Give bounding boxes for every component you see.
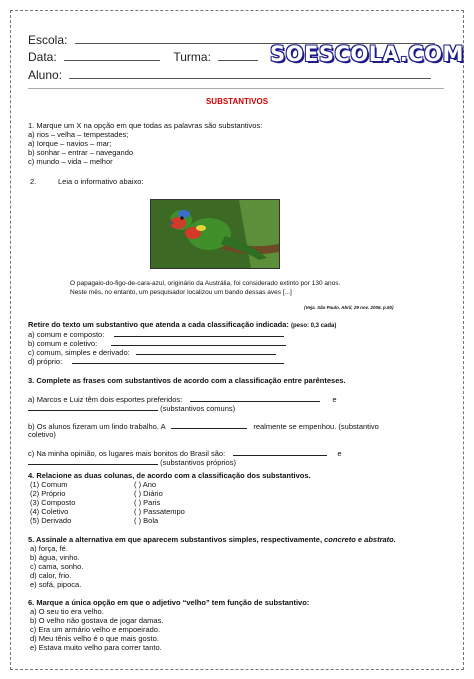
retire-item-a-blank[interactable] [114,329,284,337]
q5-prompt-and: e [357,535,363,544]
site-logo: SOESCOLA.COM [270,42,464,66]
q2-prompt: Leia o informativo abaixo: [58,177,144,186]
q6-option-d[interactable]: d) Meu tênis velho é o que mais gosto. [30,634,159,643]
q3-c-line2 [28,457,236,468]
q6-prompt: 6. Marque a única opção em que o adjetivo “velho” tem função de substantivo: [28,598,310,607]
q3-b-text-start: b) Os alunos fizeram um lindo trabalho. A [28,422,166,431]
parrot-photo [150,199,280,269]
retire-item-a-label: a) comum e composto: [28,330,105,339]
q3-prompt: 3. Complete as frases com substantivos de acordo com a classificação entre parênteses. [28,376,346,385]
retire-item-d-label: d) próprio: [28,357,63,366]
q3-c-and: e [337,449,342,458]
page-title: SUBSTANTIVOS [205,97,269,106]
q3-c-text: c) Na minha opinião, os lugares mais bonitos do Brasil são: [28,449,226,458]
q5-prompt-concreto: concreto [324,535,356,544]
q5-prompt [28,535,396,545]
q3-c-hint: (substantivos próprios) [160,458,236,467]
q6-option-b[interactable]: b) O velho não gostava de jogar damas. [30,616,164,625]
retire-prompt-text: Retire do texto um substantivo que atenda a cada classificação indicada: [28,320,289,329]
q1-option-a2[interactable]: a) Iorque – navios – mar; [28,139,112,148]
q4-right-1[interactable]: ( ) Ano [134,480,157,489]
q4-prompt: 4. Relacione as duas colunas, de acordo com a classificação dos substantivos. [28,471,311,480]
q5-option-e[interactable]: e) sofá, pipoca. [30,580,82,589]
student-blank[interactable] [69,78,431,79]
q2-number: 2. [30,177,37,186]
q5-option-c[interactable]: c) cama, sonho. [30,562,84,571]
q2-caption-line1: O papagaio-do-figo-de-cara-azul, originário da Austrália, foi considerado extinto por 130 anos. [70,280,341,287]
q3-c-blank1[interactable] [233,448,327,456]
q4-left-1: (1) Comum [30,480,68,489]
date-blank[interactable] [64,60,160,61]
q4-right-4[interactable]: ( ) Passatempo [134,507,185,516]
q5-option-a[interactable]: a) força, fé. [30,544,68,553]
class-label: Turma: [173,50,211,64]
q3-b-line2: coletivo) [28,430,56,439]
q5-option-d[interactable]: d) calor, frio. [30,571,72,580]
parrot-illustration [151,200,279,268]
q5-prompt-abstrato: abstrato. [364,535,396,544]
date-class-field [28,50,258,64]
q4-right-3[interactable]: ( ) Paris [134,498,161,507]
q3-a-hint: (substantivos comuns) [160,404,236,413]
q1-prompt: 1. Marque um X na opção em que todas as palavras são substantivos: [28,121,263,130]
q4-left-2: (2) Próprio [30,489,66,498]
retire-item-b-blank[interactable] [111,338,286,346]
q3-a-blank2[interactable] [28,403,158,411]
q6-option-a[interactable]: a) O seu tio era velho. [30,607,104,616]
q1-option-a[interactable]: a) rios – velha – tempestades; [28,130,129,139]
q3-a-blank1[interactable] [190,394,320,402]
retire-item-b-label: b) comum e coletivo: [28,339,98,348]
q3-a-and: e [332,395,337,404]
retire-item-d-blank[interactable] [72,356,284,364]
q4-right-2[interactable]: ( ) Diário [134,489,163,498]
q3-c-blank2[interactable] [28,457,158,465]
q3-b-blank[interactable] [171,421,247,429]
q3-a-line2 [28,403,235,414]
q4-left-5: (5) Derivado [30,516,72,525]
retire-item-c-blank[interactable] [136,347,276,355]
header-divider [28,88,444,89]
school-label: Escola: [28,33,68,47]
q4-left-4: (4) Coletivo [30,507,69,516]
q6-option-e[interactable]: e) Estava muito velho para correr tanto. [30,643,162,652]
class-blank[interactable] [218,60,258,61]
q1-option-b[interactable]: b) sonhar – entrar – navegando [28,148,134,157]
q6-option-c[interactable]: c) Era um armário velho e empoeirado. [30,625,161,634]
q3-a-text: a) Marcos e Luiz têm dois esportes preferidos: [28,395,183,404]
q5-prompt-text: 5. Assinale a alternativa em que aparecem substantivos simples, respectivamente, [28,535,323,544]
student-label: Aluno: [28,68,63,82]
q3-b [28,421,379,432]
retire-item-c-label: c) comum, simples e derivado: [28,348,130,357]
q4-left-3: (3) Composto [30,498,76,507]
q4-right-5[interactable]: ( ) Bola [134,516,159,525]
student-field [28,68,431,82]
q1-option-c[interactable]: c) mundo – vida – melhor [28,157,113,166]
date-label: Data: [28,50,57,64]
retire-weight: (peso: 0,3 cada) [291,323,337,329]
q3-b-text-end: realmente se empenhou. (substantivo [253,422,379,431]
q5-option-b[interactable]: b) água, vinho. [30,553,80,562]
q2-source: (Veja. São Paulo. Abril, 29 nov. 2006. p.50) [304,305,394,310]
retire-item-d [28,356,284,367]
q2-caption-line2: Neste mês, no entanto, um pesquisador localizou um bando dessas aves [...] [70,289,292,296]
